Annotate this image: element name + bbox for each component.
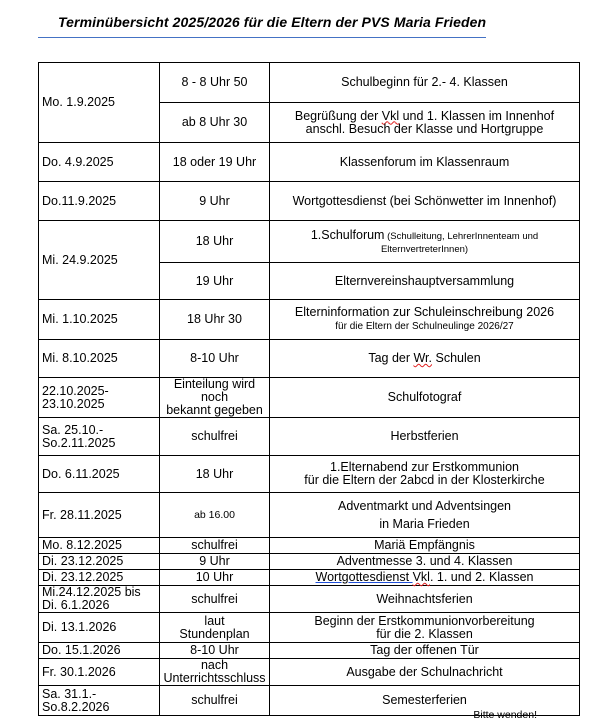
date-cell: Do. 4.9.2025 xyxy=(39,143,160,182)
time-line2: Stundenplan xyxy=(179,626,250,641)
event-text: und 1. Klassen im Innenhof xyxy=(399,108,555,123)
time-cell: nach Unterrichtsschluss xyxy=(160,659,270,686)
date-cell xyxy=(39,418,160,456)
date-cell xyxy=(39,686,160,716)
date-line2: Di. 6.1.2026 xyxy=(42,598,110,612)
time-cell: ab 16.00 xyxy=(160,493,270,538)
event-text-line2: in Maria Frieden xyxy=(379,517,470,531)
event-cell: Klassenforum im Klassenraum xyxy=(270,143,580,182)
event-cell xyxy=(270,493,580,538)
time-cell: 18 Uhr 30 xyxy=(160,300,270,340)
event-cell: Herbstferien xyxy=(270,418,580,456)
date-line1: 22.10.2025- xyxy=(42,383,109,398)
time-cell xyxy=(160,378,270,418)
event-cell: Tag der offenen Tür xyxy=(270,643,580,659)
spellcheck-marked-word: Wr. xyxy=(413,351,433,365)
table-row xyxy=(39,659,580,686)
date-cell xyxy=(39,378,160,418)
time-cell: 18 oder 19 Uhr xyxy=(160,143,270,182)
date-line1: Sa. 25.10.- xyxy=(42,422,104,437)
date-cell: Do. 6.11.2025 xyxy=(39,456,160,493)
table-row xyxy=(39,613,580,643)
event-text: Wortgottesdienst xyxy=(315,570,413,584)
time-cell: schulfrei xyxy=(160,586,270,613)
time-cell: ab 8 Uhr 30 xyxy=(160,103,270,143)
date-cell: Di. 23.12.2025 xyxy=(39,554,160,570)
event-cell: Semesterferien xyxy=(270,686,580,716)
time-cell: 10 Uhr xyxy=(160,570,270,586)
event-cell xyxy=(270,340,580,378)
table-row xyxy=(39,456,580,493)
event-cell: Schulfotograf xyxy=(270,378,580,418)
event-text-small: ElternvertreterInnen) xyxy=(380,243,469,255)
time-cell: 9 Uhr xyxy=(160,554,270,570)
event-text: Beginn der Erstkommunionvorbereitung xyxy=(314,613,535,628)
time-cell: 18 Uhr xyxy=(160,221,270,263)
table-row xyxy=(39,586,580,613)
event-cell xyxy=(270,103,580,143)
date-cell: Di. 23.12.2025 xyxy=(39,570,160,586)
date-cell: Mo. 1.9.2025 xyxy=(39,63,160,143)
event-cell: Adventmesse 3. und 4. Klassen xyxy=(270,554,580,570)
time-cell: 8 - 8 Uhr 50 xyxy=(160,63,270,103)
event-text: . 1. und 2. Klassen xyxy=(429,570,534,584)
event-text: 1.Schulforum xyxy=(310,227,385,242)
table-row xyxy=(39,538,580,554)
time-line1: Einteilung wird noch xyxy=(173,377,256,404)
event-text-line2: für die Eltern der 2abcd in der Klosterkirche xyxy=(304,473,545,487)
date-cell: Do.11.9.2025 xyxy=(39,182,160,221)
event-cell xyxy=(270,613,580,643)
event-text: Elterninformation zur Schuleinschreibung 2026 xyxy=(294,305,555,319)
event-subtext: für die Eltern der Schulneulinge 2026/27 xyxy=(335,321,514,332)
date-cell: Mi. 24.9.2025 xyxy=(39,221,160,300)
date-cell: Do. 15.1.2026 xyxy=(39,643,160,659)
event-text-line2: für die 2. Klassen xyxy=(376,626,473,641)
event-text: 1.Elternabend zur Erstkommunion xyxy=(330,460,519,474)
table-row xyxy=(39,300,580,340)
date-line2: So.8.2.2026 xyxy=(42,699,110,714)
event-cell xyxy=(270,300,580,340)
spellcheck-marked-word: Vkl xyxy=(381,108,400,123)
please-turn-over-note: Bitte wenden! xyxy=(473,709,537,721)
event-text: Tag der xyxy=(368,351,414,365)
date-line2: So.2.11.2025 xyxy=(42,435,116,450)
schedule-table xyxy=(38,62,580,716)
date-cell: Mo. 8.12.2025 xyxy=(39,538,160,554)
date-line1: Sa. 31.1.- xyxy=(42,686,97,701)
spellcheck-marked-word: Vkl xyxy=(412,570,430,584)
event-cell: Schulbeginn für 2.- 4. Klassen xyxy=(270,63,580,103)
table-row xyxy=(39,143,580,182)
table-row xyxy=(39,643,580,659)
time-cell: 9 Uhr xyxy=(160,182,270,221)
table-row xyxy=(39,493,580,538)
date-cell: Fr. 28.11.2025 xyxy=(39,493,160,538)
event-text-line2: anschl. Besuch der Klasse und Hortgruppe xyxy=(305,121,544,136)
time-cell: schulfrei xyxy=(160,418,270,456)
title-underline xyxy=(38,37,486,38)
table-row xyxy=(39,570,580,586)
event-text: Begrüßung der xyxy=(294,108,382,123)
date-line2: 23.10.2025 xyxy=(42,396,105,411)
date-cell: Di. 13.1.2026 xyxy=(39,613,160,643)
event-text: Adventmarkt und Adventsingen xyxy=(337,499,512,513)
event-cell xyxy=(270,570,580,586)
date-cell xyxy=(39,586,160,613)
table-row xyxy=(39,378,580,418)
table-row xyxy=(39,63,580,103)
event-cell: Elternvereinshauptversammlung xyxy=(270,263,580,300)
event-text-small: (Schulleitung, LehrerInnenteam und xyxy=(384,230,539,242)
time-cell: 18 Uhr xyxy=(160,456,270,493)
event-cell: Wortgottesdienst (bei Schönwetter im Innenhof) xyxy=(270,182,580,221)
table-row xyxy=(39,221,580,263)
time-cell: 8-10 Uhr xyxy=(160,643,270,659)
time-cell: schulfrei xyxy=(160,538,270,554)
time-cell: 8-10 Uhr xyxy=(160,340,270,378)
date-cell: Mi. 1.10.2025 xyxy=(39,300,160,340)
time-cell: 19 Uhr xyxy=(160,263,270,300)
date-line1: Mi.24.12.2025 bis xyxy=(42,585,141,599)
event-cell: Mariä Empfängnis xyxy=(270,538,580,554)
table-row xyxy=(39,418,580,456)
event-cell xyxy=(270,456,580,493)
table-row xyxy=(39,340,580,378)
event-cell: Ausgabe der Schulnachricht xyxy=(270,659,580,686)
document-title: Terminübersicht 2025/2026 für die Eltern der PVS Maria Frieden xyxy=(58,14,487,30)
date-cell: Mi. 8.10.2025 xyxy=(39,340,160,378)
time-cell: schulfrei xyxy=(160,686,270,716)
time-cell xyxy=(160,613,270,643)
event-cell: Weihnachtsferien xyxy=(270,586,580,613)
table-row xyxy=(39,554,580,570)
event-cell xyxy=(270,221,580,263)
table-row xyxy=(39,182,580,221)
time-line1: laut xyxy=(204,613,225,628)
date-cell: Fr. 30.1.2026 xyxy=(39,659,160,686)
time-line2: bekannt gegeben xyxy=(166,403,263,417)
event-text: Schulen xyxy=(432,351,481,365)
